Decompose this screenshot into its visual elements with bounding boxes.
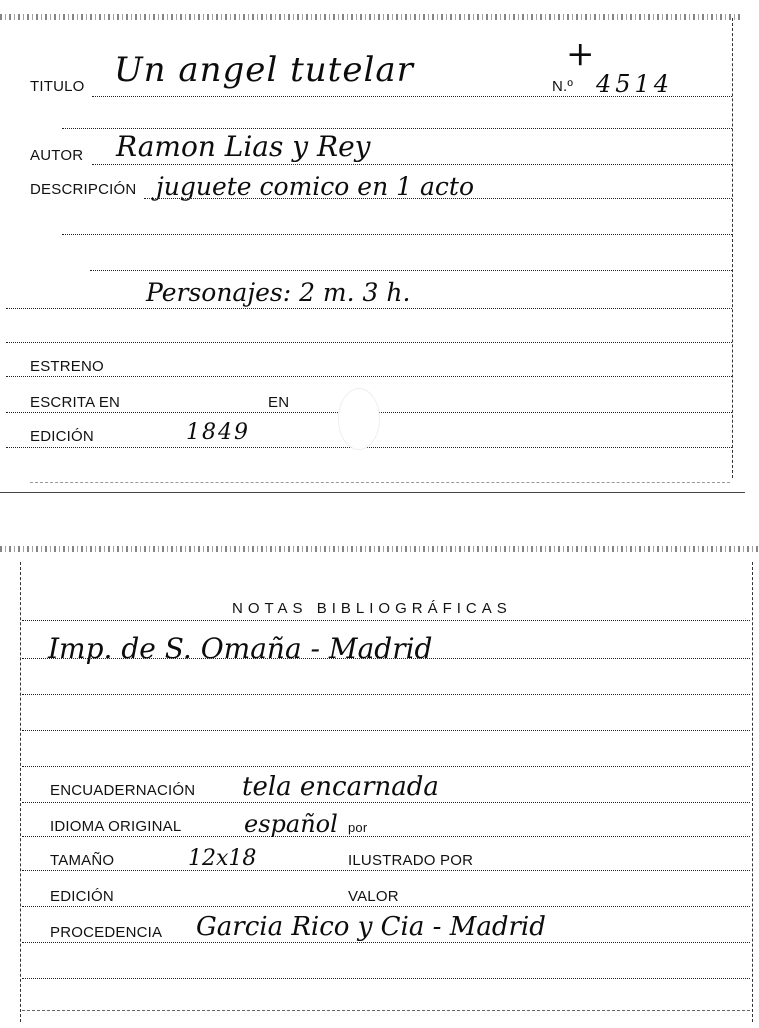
autor-value: Ramon Lias y Rey bbox=[116, 130, 371, 163]
card-right-border bbox=[752, 562, 753, 1022]
descripcion-label: DESCRIPCIÓN bbox=[30, 181, 137, 198]
bottom-faint-rule bbox=[30, 482, 730, 483]
encuadernacion-rule bbox=[22, 802, 750, 803]
descripcion-rule bbox=[144, 198, 732, 199]
descripcion-value: juguete comico en 1 acto bbox=[156, 172, 474, 201]
encuadernacion-value: tela encarnada bbox=[242, 772, 439, 802]
numero-value: 4514 bbox=[596, 70, 674, 98]
notas-rule bbox=[22, 620, 750, 621]
edicion2-rule bbox=[22, 906, 750, 907]
catalog-card-top bbox=[0, 0, 759, 500]
idioma-label: IDIOMA ORIGINAL bbox=[50, 818, 182, 835]
autor-rule bbox=[92, 164, 732, 165]
edicion-rule bbox=[6, 447, 732, 448]
numero-label: N.º bbox=[552, 78, 574, 95]
blank-rule-4 bbox=[6, 342, 732, 343]
blank-rule-7 bbox=[22, 766, 750, 767]
valor-label: VALOR bbox=[348, 888, 399, 905]
titulo-rule bbox=[92, 96, 732, 97]
card-bottom-edge bbox=[0, 492, 745, 493]
titulo-label: TITULO bbox=[30, 78, 85, 95]
edicion2-label: EDICIÓN bbox=[50, 888, 114, 905]
card-top-torn-edge bbox=[0, 546, 759, 552]
escrita-en-label: ESCRITA EN bbox=[30, 394, 121, 411]
personajes-rule bbox=[6, 308, 732, 309]
en-label: EN bbox=[268, 394, 290, 411]
card-right-border bbox=[732, 18, 733, 478]
idioma-value: español bbox=[244, 810, 338, 838]
notas-value: Imp. de S. Omaña - Madrid bbox=[48, 632, 433, 665]
blank-rule-3 bbox=[90, 270, 732, 271]
procedencia-value: Garcia Rico y Cia - Madrid bbox=[196, 912, 546, 942]
edicion-value: 1849 bbox=[186, 420, 250, 445]
smudge-mark bbox=[338, 388, 380, 450]
estreno-rule bbox=[6, 376, 732, 377]
encuadernacion-label: ENCUADERNACIÓN bbox=[50, 782, 196, 799]
catalog-card-bottom bbox=[0, 540, 759, 1028]
estreno-label: ESTRENO bbox=[30, 358, 104, 375]
autor-label: AUTOR bbox=[30, 147, 84, 164]
tamano-label: TAMAÑO bbox=[50, 852, 115, 869]
blank-rule-8 bbox=[22, 978, 750, 979]
titulo-value: Un angel tutelar bbox=[114, 50, 414, 90]
idioma-rule bbox=[22, 836, 750, 837]
tamano-rule bbox=[22, 870, 750, 871]
notas-title: NOTAS BIBLIOGRÁFICAS bbox=[232, 600, 512, 617]
blank-rule-2 bbox=[62, 234, 732, 235]
blank-rule-6 bbox=[22, 730, 750, 731]
card-bottom-rule bbox=[22, 1010, 750, 1011]
edicion-label: EDICIÓN bbox=[30, 428, 94, 445]
cross-mark: + bbox=[566, 34, 595, 74]
card-top-torn-edge bbox=[0, 14, 740, 20]
card-left-border bbox=[20, 562, 21, 1022]
ilustrado-label: ILUSTRADO POR bbox=[348, 852, 474, 869]
tamano-value: 12x18 bbox=[188, 846, 257, 871]
blank-rule-1 bbox=[62, 128, 732, 129]
blank-rule-5 bbox=[22, 694, 750, 695]
procedencia-label: PROCEDENCIA bbox=[50, 924, 163, 941]
personajes-value: Personajes: 2 m. 3 h. bbox=[146, 278, 411, 307]
notas-value-rule bbox=[22, 658, 750, 659]
idioma-suffix: por bbox=[348, 820, 368, 835]
procedencia-rule bbox=[22, 942, 750, 943]
